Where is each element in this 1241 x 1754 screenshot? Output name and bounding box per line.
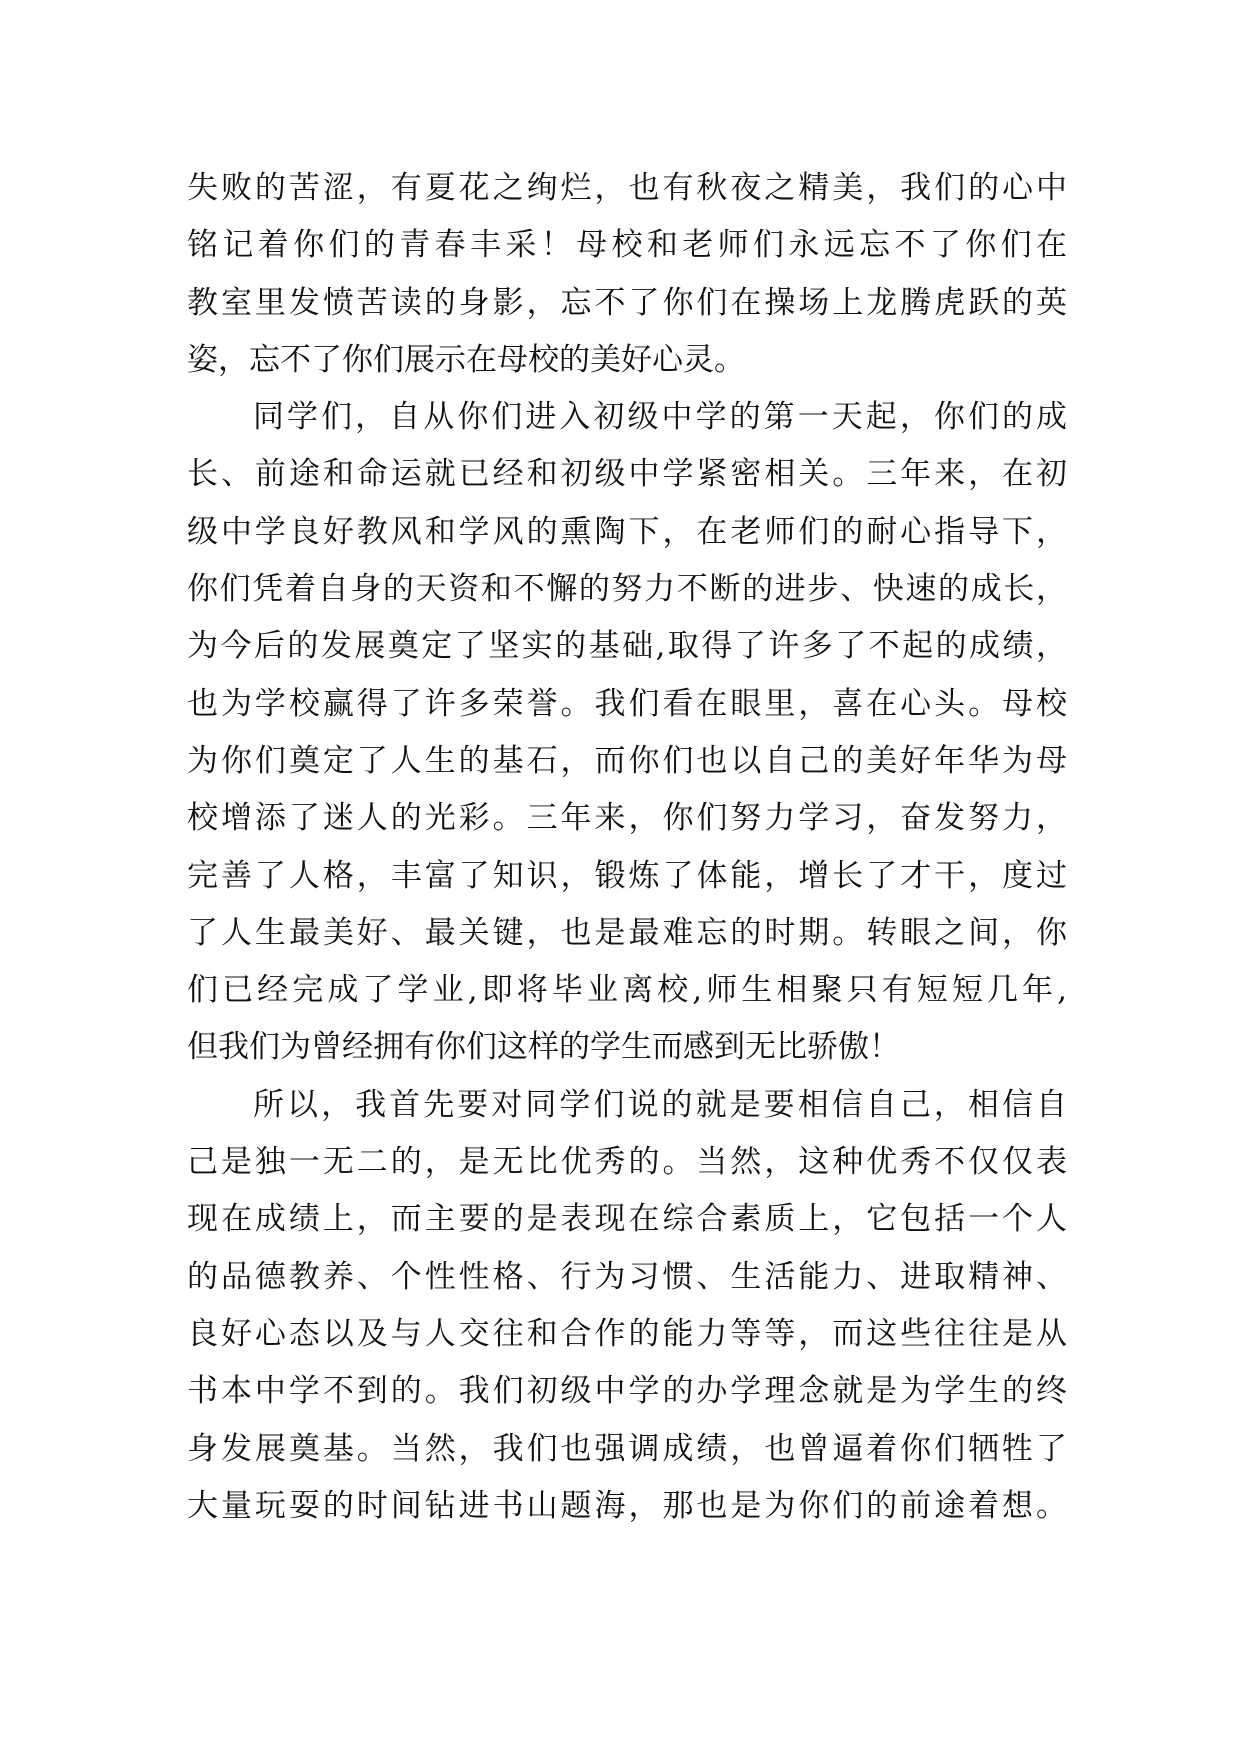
text-line: 姿，忘不了你们展示在母校的美好心灵。 (187, 341, 745, 378)
text-line: 书本中学不到的。我们初级中学的办学理念就是为学生的终 (187, 1373, 1067, 1410)
text-line: 的品德教养、个性性格、行为习惯、生活能力、进取精神、 (187, 1258, 1067, 1295)
text-line: 所以，我首先要对同学们说的就是要相信自己，相信自 (253, 1086, 1067, 1123)
text-line: 现在成绩上，而主要的是表现在综合素质上，它包括一个人 (187, 1201, 1067, 1238)
text-line: 但我们为曾经拥有你们这样的学生而感到无比骄傲！ (187, 1029, 900, 1066)
paragraph-3 (187, 1077, 1067, 1535)
text-line: 也为学校赢得了许多荣誉。我们看在眼里，喜在心头。母校 (187, 685, 1067, 722)
paragraph-1 (187, 160, 1067, 389)
text-line: 为你们奠定了人生的基石，而你们也以自己的美好年华为母 (187, 742, 1067, 779)
text-line: 了人生最美好、最关键，也是最难忘的时期。转眼之间，你 (187, 914, 1067, 951)
text-line: 为今后的发展奠定了坚实的基础,取得了许多了不起的成绩， (187, 628, 1067, 665)
text-line: 们已经完成了学业,即将毕业离校,师生相聚只有短短几年, (187, 972, 1067, 1009)
text-line: 你们凭着自身的天资和不懈的努力不断的进步、快速的成长， (187, 571, 1067, 608)
text-line: 教室里发愤苦读的身影，忘不了你们在操场上龙腾虎跃的英 (187, 284, 1067, 321)
body-text (187, 160, 1067, 1535)
text-line: 良好心态以及与人交往和合作的能力等等，而这些往往是从 (187, 1315, 1067, 1352)
text-line: 失败的苦涩，有夏花之绚烂，也有秋夜之精美，我们的心中 (187, 170, 1067, 206)
text-line: 校增添了迷人的光彩。三年来，你们努力学习，奋发努力， (187, 800, 1067, 837)
text-line: 长、前途和命运就已经和初级中学紧密相关。三年来，在初 (187, 456, 1067, 493)
text-line: 完善了人格，丰富了知识，锻炼了体能，增长了才干，度过 (187, 857, 1067, 894)
text-line: 大量玩耍的时间钻进书山题海，那也是为你们的前途着想。 (187, 1487, 1067, 1524)
text-line: 铭记着你们的青春丰采！母校和老师们永远忘不了你们在 (187, 227, 1067, 264)
text-line: 级中学良好教风和学风的熏陶下，在老师们的耐心指导下， (187, 513, 1067, 550)
text-line: 同学们，自从你们进入初级中学的第一天起，你们的成 (253, 399, 1067, 436)
text-line: 己是独一无二的，是无比优秀的。当然，这种优秀不仅仅表 (187, 1144, 1067, 1181)
paragraph-2 (187, 389, 1067, 1077)
text-line: 身发展奠基。当然，我们也强调成绩，也曾逼着你们牺牲了 (187, 1430, 1067, 1467)
